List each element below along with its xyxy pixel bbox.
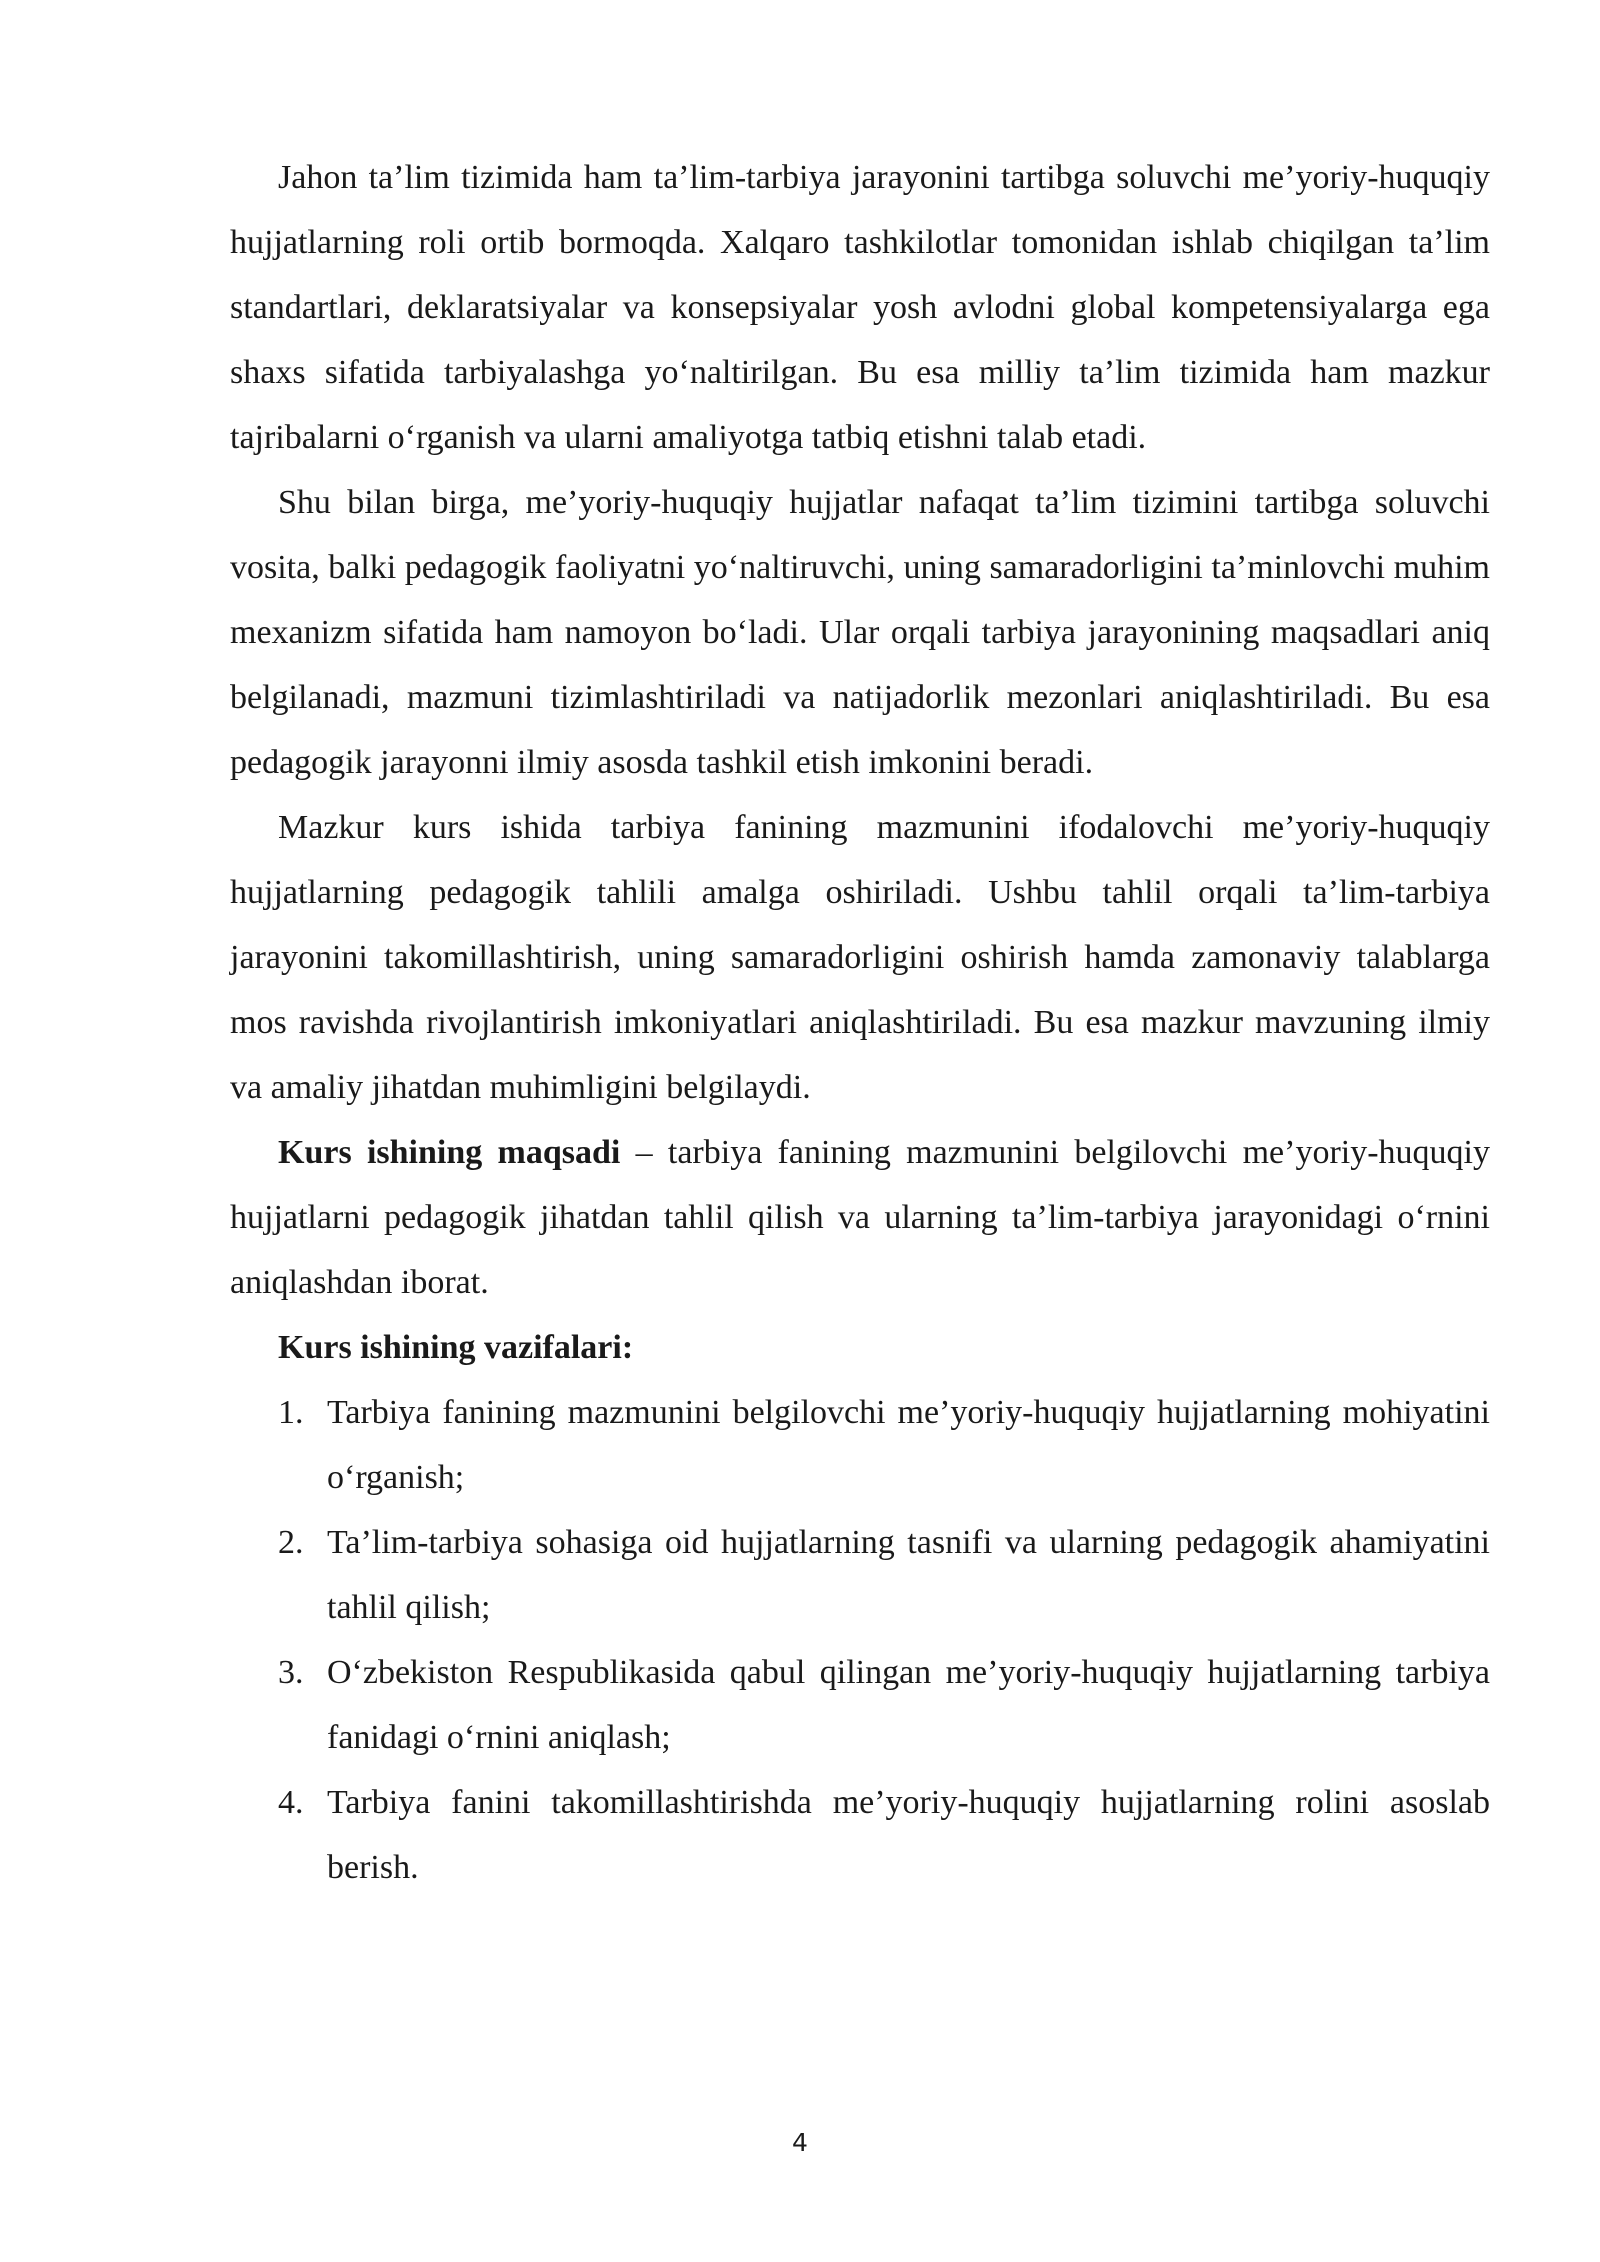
list-item-number: 3. xyxy=(278,1654,304,1691)
course-tasks-heading: Kurs ishining vazifalari: xyxy=(278,1329,634,1366)
list-item-number: 1. xyxy=(278,1394,304,1431)
list-item-text: O‘zbekiston Respublikasida qabul qilingan me’yoriy-huquqiy hujjatlarning tarbiya fanidagi o‘rnini aniqlash; xyxy=(327,1654,1490,1756)
list-item-number: 4. xyxy=(278,1784,304,1821)
paragraph-global-education: Jahon ta’lim tizimida ham ta’lim-tarbiya jarayonini tartibga soluvchi me’yoriy-huquqiy hujjatlarning roli ortib bormoqda. Xalqaro tashkilotlar tomonidan ishlab chiqilgan ta’lim standartlari, deklaratsiyalar va konsepsiyalar yosh avlodni global kompetensiyalarga ega shaxs sifatida tarbiyalashga yo‘naltirilgan. Bu esa milliy ta’lim tizimida ham mazkur tajribalarni o‘rganish va ularni amaliyotga tatbiq etishni talab etadi. xyxy=(230,159,1490,456)
list-item xyxy=(230,1640,1490,1770)
course-tasks-list xyxy=(230,1380,1490,1900)
page-body xyxy=(230,145,1490,1900)
list-item-text: Tarbiya fanini takomillashtirishda me’yoriy-huquqiy hujjatlarning rolini asoslab berish. xyxy=(327,1784,1490,1886)
list-item-text: Ta’lim-tarbiya sohasiga oid hujjatlarning tasnifi va ularning pedagogik ahamiyatini tahlil qilish; xyxy=(327,1524,1490,1626)
list-item-text: Tarbiya fanining mazmunini belgilovchi me’yoriy-huquqiy hujjatlarning mohiyatini o‘rganish; xyxy=(327,1394,1490,1496)
list-item-number: 2. xyxy=(278,1524,304,1561)
course-goal-label: Kurs ishining maqsadi xyxy=(278,1134,621,1171)
page-number: 4 xyxy=(792,2128,808,2157)
list-item xyxy=(230,1380,1490,1510)
paragraph-course-work-analysis: Mazkur kurs ishida tarbiya fanining mazmunini ifodalovchi me’yoriy-huquqiy hujjatlarning pedagogik tahlili amalga oshiriladi. Ushbu tahlil orqali ta’lim-tarbiya jarayonini takomillashtirish, uning samaradorligini oshirish hamda zamonaviy talablarga mos ravishda rivojlantirish imkoniyatlari aniqlashtiriladi. Bu esa mazkur mavzuning ilmiy va amaliy jihatdan muhimligini belgilaydi. xyxy=(230,809,1490,1106)
paragraph-legal-documents-role: Shu bilan birga, me’yoriy-huquqiy hujjatlar nafaqat ta’lim tizimini tartibga soluvchi vosita, balki pedagogik faoliyatni yo‘naltiruvchi, uning samaradorligini ta’minlovchi muhim mexanizm sifatida ham namoyon bo‘ladi. Ular orqali tarbiya jarayonining maqsadlari aniq belgilanadi, mazmuni tizimlashtiriladi va natijadorlik mezonlari aniqlashtiriladi. Bu esa pedagogik jarayonni ilmiy asosda tashkil etish imkonini beradi. xyxy=(230,484,1490,781)
paragraph-course-goal xyxy=(230,1120,1490,1315)
list-item xyxy=(230,1510,1490,1640)
course-goal-text: – tarbiya fanining mazmunini belgilovchi me’yoriy-huquqiy hujjatlarni pedagogik jihatdan tahlil qilish va ularning ta’lim-tarbiya jarayonidagi o‘rnini aniqlashdan iborat. xyxy=(230,1134,1490,1301)
list-item xyxy=(230,1770,1490,1900)
